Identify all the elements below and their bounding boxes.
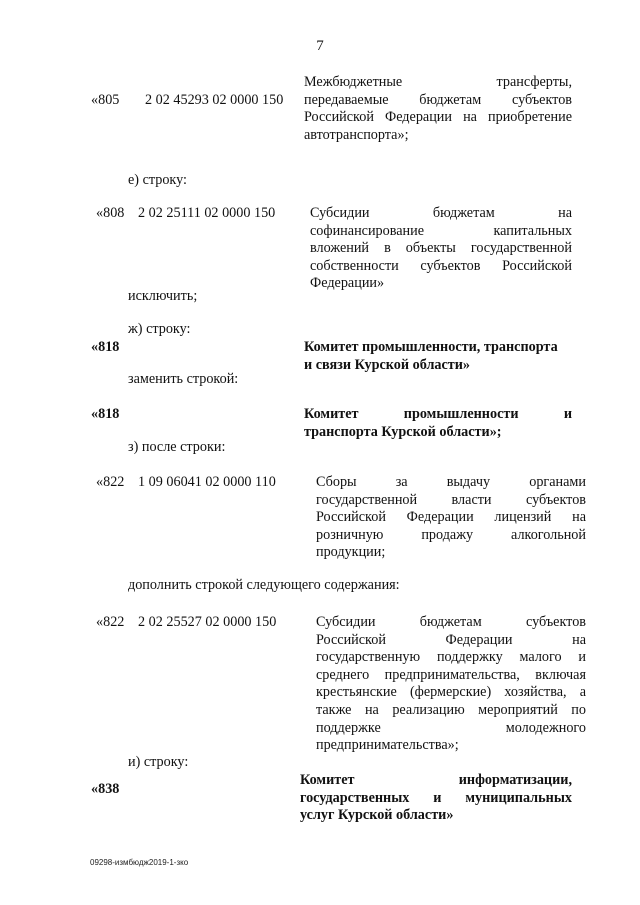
desc-805 (304, 74, 572, 144)
desc-line: среднего предпринимательства, включая (316, 666, 586, 683)
desc-line: государственной власти субъектов (316, 491, 586, 508)
desc-line: Комитет информатизации, (300, 772, 572, 788)
desc-line: Комитет промышленности, транспорта (304, 339, 558, 355)
desc-line: софинансирование капитальных (310, 222, 572, 239)
desc-line: крестьянские (фермерские) хозяйства, а (316, 684, 586, 701)
code-818-new: «818 (91, 406, 120, 422)
desc-818-new (304, 406, 572, 441)
desc-line: вложений в объекты государственной (310, 240, 572, 257)
code-805: «805 (91, 92, 120, 108)
kbk-822-a: 1 09 06041 02 0000 110 (138, 474, 276, 490)
kbk-808: 2 02 25111 02 0000 150 (138, 205, 276, 221)
label-e: е) строку: (128, 172, 187, 188)
kbk-822-b: 2 02 25527 02 0000 150 (138, 614, 277, 630)
desc-line: государственных и муниципальных (300, 789, 572, 806)
desc-line: Субсидии бюджетам на (310, 205, 572, 221)
desc-line: Межбюджетные трансферты, (304, 74, 572, 90)
page-number: 7 (316, 38, 324, 54)
code-822-b: «822 (96, 614, 125, 630)
desc-line: Федерации» (310, 275, 385, 292)
exclude-text: исключить; (128, 288, 198, 304)
code-808: «808 (96, 205, 125, 221)
desc-line: Российской Федерации на (316, 631, 586, 648)
desc-808 (310, 205, 572, 293)
desc-818-old (304, 339, 580, 374)
desc-line: Российской Федерации на приобретение (304, 109, 572, 126)
desc-line: предпринимательства»; (316, 737, 459, 754)
add-line-text: дополнить строкой следующего содержания: (128, 577, 400, 593)
replace-text: заменить строкой: (128, 371, 239, 387)
desc-line: Субсидии бюджетам субъектов (316, 614, 586, 630)
desc-line: Комитет промышленности и (304, 406, 572, 422)
desc-822-b (316, 614, 586, 755)
footer-doc-id: 09298-измбюдж2019-1-зко (90, 858, 189, 867)
desc-line: также на реализацию мероприятий по (316, 701, 586, 718)
desc-line: государственную поддержку малого и (316, 649, 586, 666)
label-zh: ж) строку: (128, 321, 191, 337)
desc-line: продукции; (316, 544, 386, 561)
desc-line: розничную продажу алкогольной (316, 526, 586, 543)
desc-line: услуг Курской области» (300, 807, 454, 824)
label-i: и) строку: (128, 754, 189, 770)
desc-line: собственности субъектов Российской (310, 257, 572, 274)
desc-822-a (316, 474, 586, 562)
code-818-old: «818 (91, 339, 120, 355)
desc-line: Сборы за выдачу органами (316, 474, 586, 490)
desc-line: передаваемые бюджетам субъектов (304, 91, 572, 108)
code-838: «838 (91, 781, 120, 797)
label-z: з) после строки: (128, 439, 226, 455)
desc-line: Российской Федерации лицензий на (316, 509, 586, 526)
desc-line: поддержке молодежного (316, 719, 586, 736)
desc-838 (300, 772, 572, 825)
desc-line: транспорта Курской области»; (304, 423, 502, 440)
code-822-a: «822 (96, 474, 125, 490)
desc-line: и связи Курской области» (304, 356, 471, 373)
desc-line: автотранспорта»; (304, 126, 409, 143)
kbk-805: 2 02 45293 02 0000 150 (145, 92, 284, 108)
